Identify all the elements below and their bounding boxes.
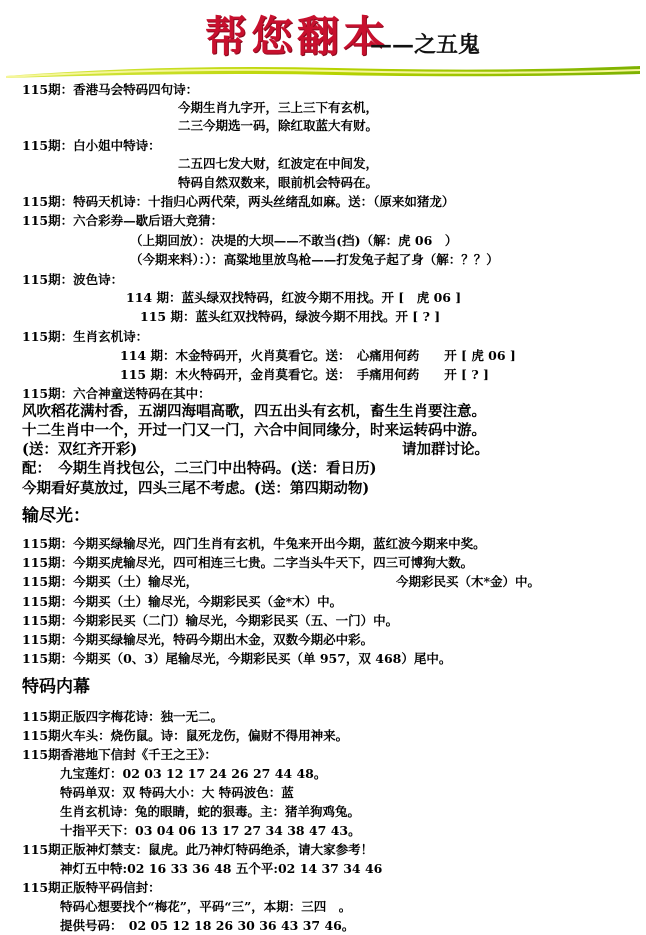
text-line: 今期彩民买（木*金）中。: [396, 574, 541, 589]
text-line: 115期：今期买（0、3）尾输尽光，今期彩民买（单 957，双 468）尾中。: [22, 651, 452, 666]
section-heading: 输尽光：: [22, 506, 90, 526]
text-line: 115期香港地下信封《千王之王》：: [22, 747, 217, 762]
text-line: 神灯五中特:02 16 33 36 48 五个平:02 14 37 34 46: [60, 861, 383, 876]
text-line: 115期：今期彩民买（二门）输尽光，今期彩民买（五、一门）中。: [22, 613, 399, 628]
text-line: 115期：香港马会特码四句诗：: [22, 82, 199, 97]
text-line: 115期正版神灯禁支：鼠虎。此乃神灯特码绝杀，请大家参考！: [22, 842, 374, 857]
text-line: 115期正版特平码信封：: [22, 880, 161, 895]
text-line: 生肖玄机诗：兔的眼睛，蛇的狠毒。主：猪羊狗鸡兔。: [60, 804, 361, 819]
text-line: 今期看好莫放过，四头三尾不考虑。(送：第四期动物): [22, 480, 370, 497]
page-title: 帮您翻本: [205, 12, 390, 61]
text-line: 115期正版四字梅花诗：独一无二。: [22, 709, 224, 724]
text-line: 特码单双：双 特码大小：大 特码波色：蓝: [60, 785, 294, 800]
text-line: 配： 今期生肖找包公，二三门中出特码。(送：看日历): [22, 460, 377, 477]
text-line: 二五四七发大财，红波定在中间发，: [178, 156, 379, 171]
text-line: 风吹稻花满村香，五湖四海唱高歌，四五出头有玄机，畜生生肖要注意。: [22, 403, 486, 420]
text-line: 今期生肖九字开，三上三下有玄机，: [178, 100, 379, 115]
text-line: 请加群讨论。: [402, 441, 489, 458]
text-line: (送：双红齐开彩): [22, 441, 138, 458]
text-line: 115期：今期买（土）输尽光，: [22, 574, 199, 589]
text-line: （今期来料）：）：高粱地里放鸟枪——打发兔子起了身（解：？？）: [130, 252, 499, 267]
text-line: 115期：生肖玄机诗：: [22, 329, 149, 344]
section-heading: 特码内幕: [22, 677, 90, 697]
text-line: 115期：特码天机诗：十指归心两代荣，两头丝绪乱如麻。送：（原来如猪龙）: [22, 194, 455, 209]
text-line: 115期：今期买绿输尽光，特码今期出木金，双数今期必中彩。: [22, 632, 374, 647]
text-line: 115期：今期买虎输尽光，四可相连三七贵。二字当头牛天下，四三可博狗大数。: [22, 555, 474, 570]
green-yellow-banner: [6, 62, 640, 78]
text-line: 115期：白小姐中特诗：: [22, 138, 161, 153]
text-line: 115期：六合彩券—歇后语大竞猜：: [22, 213, 224, 228]
text-line: 115 期：木火特码开，金肖莫看它。送： 手痛用何药 开 [ ? ]: [120, 367, 489, 382]
text-line: 二三今期选一码，除红取蓝大有财。: [178, 118, 379, 133]
text-line: 九宝莲灯：02 03 12 17 24 26 27 44 48。: [60, 766, 327, 781]
text-line: 十二生肖中一个，开过一门又一门，六合中间同缘分，时来运转码中游。: [22, 422, 486, 439]
page-subtitle: ——之五鬼: [370, 32, 481, 58]
text-line: 提供号码： 02 05 12 18 26 30 36 43 37 46。: [60, 918, 355, 933]
text-line: 115期：今期买绿输尽光，四门生肖有玄机，牛兔来开出今期，蓝红波今期来中奖。: [22, 536, 486, 551]
text-line: 115期：波色诗：: [22, 272, 124, 287]
text-line: 十指平天下：03 04 06 13 17 27 34 38 47 43。: [60, 823, 361, 838]
text-line: 115 期：蓝头红双找特码，绿波今期不用找。开 [ ? ]: [140, 309, 441, 324]
text-line: 115期：六合神童送特码在其中：: [22, 386, 211, 401]
text-line: 114 期：蓝头绿双找特码，红波今期不用找。开 [ 虎 06 ]: [126, 290, 462, 305]
text-line: （上期回放）：决堤的大坝——不敢当(挡)（解：虎 06 ）: [130, 233, 458, 248]
text-line: 特码心想要找个“梅花”，平码“三”，本期：三四 。: [60, 899, 352, 914]
text-line: 115期火车头：烧伤鼠。诗：鼠死龙伤，偏财不得用神来。: [22, 728, 349, 743]
text-line: 114 期：木金特码开，火肖莫看它。送： 心痛用何药 开 [ 虎 06 ]: [120, 348, 516, 363]
text-line: 特码自然双数来，眼前机会特码在。: [178, 175, 379, 190]
text-line: 115期：今期买（土）输尽光，今期彩民买（金*木）中。: [22, 594, 343, 609]
header-banner: [0, 0, 646, 80]
